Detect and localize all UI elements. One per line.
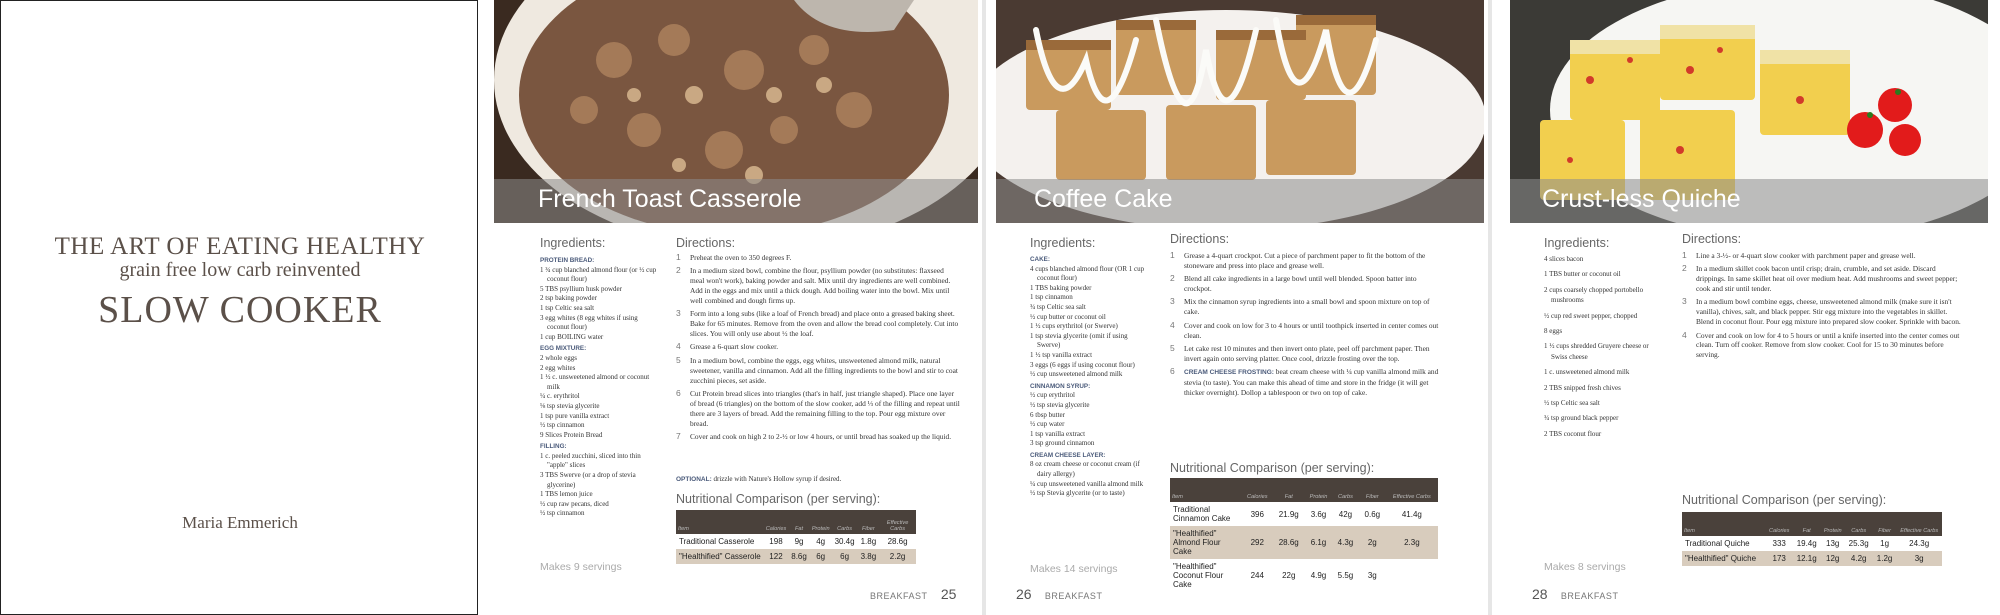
ingredient: 1 TBS lemon juice: [540, 490, 593, 499]
direction-step: 4 Cover and cook on low for 4 to 5 hours or until a knife inserted into the center comes out clean. Turn off cooker. Remove from slow cooker. Cool for 15 to 30 minutes before serving.: [1682, 329, 1960, 360]
directions-list: [1682, 251, 1962, 364]
col-header: Fiber: [1873, 512, 1896, 536]
direction-step: 2 Blend all cake ingredients in a large bowl until well blended. Spoon batter into crockpot.: [1170, 273, 1417, 294]
servings-note: Makes 8 servings: [1544, 561, 1626, 573]
col-header: Fat: [1793, 512, 1821, 536]
section-label: BREAKFAST: [870, 591, 928, 601]
ingredient: 2 egg whites: [540, 363, 576, 372]
ingredient-group-label: FILLING:: [540, 443, 567, 451]
page-25: [478, 0, 982, 615]
ingredient: 8 oz cream cheese or coconut cream (if dairy allergy): [1030, 460, 1140, 479]
section-label: BREAKFAST: [1044, 591, 1103, 601]
direction-step: 6 CREAM CHEESE FROSTING: beat cream cheese with ¼ cup vanilla almond milk and stevia (to taste). You can make this ahead of time and store in the fridge (it will get thicker overnight). Dollop a tablespoon or two on top of cake.: [1170, 366, 1439, 397]
ingredient: ¾ tsp ground black pepper: [1544, 414, 1619, 423]
page-footer: [870, 586, 956, 604]
section-label: BREAKFAST: [1560, 591, 1619, 601]
ingredients-heading: Ingredients:: [1544, 236, 1610, 250]
recipe-title: Coffee Cake: [1034, 185, 1173, 213]
ingredient: ½ tsp cinnamon: [540, 421, 585, 430]
ingredient: 1 tsp stevia glycerite (omit if using Swerve): [1030, 331, 1128, 350]
ingredient: 2 whole eggs: [540, 353, 577, 362]
cover-author: Maria Emmerich: [182, 513, 298, 532]
page-footer: [1016, 586, 1102, 604]
direction-step: 1 Line a 3-½- or 4-quart slow cooker with parchment paper and grease well.: [1682, 250, 1916, 260]
table-row: Traditional Quiche 333 19.4g 13g 25.3g 1g 24.3g: [1682, 536, 1942, 551]
page-number: 26: [1016, 586, 1032, 602]
col-header: Fiber: [858, 510, 880, 534]
ingredient: 3 tsp ground cinnamon: [1030, 439, 1095, 448]
page-28: [1492, 0, 2000, 615]
direction-step: 2 In a medium sized bowl, combine the flour, psyllium powder (no substitutes: flaxseed meal won't work), baking powder and salt. Mix until dry ingredients are well combined. Add in the eggs and mix until a thick dough. Add boiling water into the bowl. Mix until well combined and dough firms up.: [676, 265, 951, 306]
page-26: [986, 0, 1488, 615]
ingredient: 2 cups coarsely chopped portobello mushrooms: [1544, 285, 1644, 305]
ingredient: ¼ cup unsweetened vanilla almond milk: [1030, 479, 1144, 488]
page-number: 28: [1532, 586, 1548, 602]
ingredient: 1 tsp Celtic sea salt: [540, 303, 595, 312]
nutrition-heading: Nutritional Comparison (per serving):: [1170, 461, 1375, 475]
ingredient: 1 tsp vanilla extract: [1030, 429, 1086, 438]
ingredient: ⅛ tsp stevia glycerite: [540, 401, 600, 410]
optional-label: OPTIONAL:: [676, 476, 712, 483]
nutrition-heading: Nutritional Comparison (per serving):: [676, 492, 881, 506]
nutrition-heading: Nutritional Comparison (per serving):: [1682, 493, 1887, 507]
table-header-row: [1170, 478, 1438, 502]
ingredient: 3 TBS Swerve (or a drop of stevia glycerine): [540, 471, 636, 489]
col-header: Fat: [1273, 478, 1305, 502]
col-header: Fat: [788, 510, 810, 534]
title-banner: [494, 179, 978, 223]
servings-note: Makes 9 servings: [540, 561, 622, 573]
directions-list: [676, 253, 960, 445]
ingredient-group-label: CINNAMON SYRUP:: [1030, 382, 1091, 390]
table-row: "Healthified" Almond Flour Cake 292 28.6g 6.1g 4.3g 2g 2.3g: [1170, 526, 1438, 559]
col-header: Calories: [764, 510, 789, 534]
ingredient: ½ cup red sweet pepper, chopped: [1544, 311, 1638, 320]
ingredient: ½ tsp stevia glycerite: [1030, 400, 1090, 409]
recipe-title: Crust-less Quiche: [1542, 185, 1741, 213]
optional-note: [676, 475, 960, 484]
ingredient: ½ tsp cinnamon: [540, 509, 585, 518]
recipe-photo: [1510, 0, 1988, 223]
ingredient: ½ cup butter or coconut oil: [1030, 312, 1106, 321]
col-header: Effective Carbs: [879, 510, 916, 534]
direction-step: 5 Let cake rest 10 minutes and then invert onto plate, peel off parchment paper. Then invert again onto serving platter. Once cool, drizzle frosting over the top.: [1170, 342, 1430, 363]
ingredient: 4 slices bacon: [1544, 255, 1584, 263]
nutrition-table: [676, 510, 916, 564]
ingredient: ½ tsp Celtic sea salt: [1544, 399, 1600, 408]
ingredient-group-label: CREAM CHEESE LAYER:: [1030, 451, 1106, 459]
ingredient: 2 TBS snipped fresh chives: [1544, 383, 1621, 392]
col-header: Calories: [1766, 512, 1793, 536]
directions-list: [1170, 251, 1446, 401]
ingredient: 2 tsp baking powder: [540, 294, 597, 303]
title-banner: [996, 179, 1484, 223]
ingredient: 1 TBS baking powder: [1030, 283, 1092, 292]
cover-title-line3: SLOW COOKER: [98, 289, 382, 331]
direction-step: 3 Mix the cinnamon syrup ingredients into a small bowl and spoon mixture on top of cake.: [1170, 296, 1430, 317]
col-header: Item: [1170, 478, 1242, 502]
ingredient: ½ cup unsweetened almond milk: [1030, 370, 1123, 379]
table-header-row: [1682, 512, 1942, 536]
ingredient-group-label: PROTEIN BREAD:: [540, 257, 595, 264]
optional-text: drizzle with Nature's Hollow syrup if desired.: [713, 475, 842, 483]
ingredient: 1 ½ tsp vanilla extract: [1030, 350, 1093, 359]
col-header: Protein: [1305, 478, 1332, 502]
title-banner: [1510, 179, 1988, 223]
table-row: Traditional Cinnamon Cake 396 21.9g 3.6g 42g 0.6g 41.4g: [1170, 502, 1438, 526]
page-number: 25: [940, 586, 957, 602]
ingredient: 1 ¾ cup blanched almond flour (or ½ cup coconut flour): [540, 265, 657, 284]
ingredient: 3 egg whites (8 egg whites if using coconut flour): [540, 313, 638, 332]
ingredient: 6 tbsp butter: [1030, 410, 1065, 419]
direction-step: 3 Form into a long subs (like a loaf of French bread) and place onto a greased baking sheet. Bake for 65 minutes. Remove from the oven and allow the bread cool completely. Cut into slices. You will only use about ½ the loaf.: [676, 308, 959, 339]
ingredient: 1 ½ cups erythritol (or Swerve): [1030, 322, 1118, 331]
ingredient: ¾ tsp Celtic sea salt: [1030, 302, 1086, 311]
direction-step: 2 In a medium skillet cook bacon until crisp; drain, crumble, and set aside. Discard drippings. In same skillet heat oil over medium heat. Add mushrooms and sweet pepper; cook and stir until tender.: [1682, 263, 1958, 294]
frosting-label: CREAM CHEESE FROSTING:: [1184, 369, 1274, 377]
direction-step: 3 In a medium bowl combine eggs, cheese, unsweetened almond milk (make sure it isn't vanilla), chives, salt, and black pepper. Stir egg mixture into the vegetables in skillet. Blend in coconut flour. Pour egg mixture into prepared slow cooker. Sprinkle with bacon.: [1682, 296, 1961, 327]
ingredients-heading: Ingredients:: [540, 236, 606, 250]
ingredient: ½ cup water: [1030, 420, 1065, 429]
ingredients-list: [540, 254, 660, 519]
ingredient: 1 ½ c. unsweetened almond or coconut milk: [540, 373, 650, 391]
col-header: Effective Carbs: [1386, 478, 1438, 502]
recipe-title: French Toast Casserole: [538, 185, 802, 213]
directions-heading: Directions:: [676, 236, 736, 250]
ingredient: 4 cups blanched almond flour (OR 1 cup coconut flour): [1030, 264, 1145, 283]
cover-page: [0, 0, 478, 615]
directions-heading: Directions:: [1682, 232, 1742, 246]
ingredient: 2 TBS coconut flour: [1544, 429, 1602, 438]
ingredient: 1 tsp pure vanilla extract: [540, 411, 610, 420]
col-header: Carbs: [1332, 478, 1359, 502]
nutrition-table: [1170, 478, 1438, 592]
direction-step: 4 Grease a 6-quart slow cooker.: [676, 341, 779, 352]
col-header: Fiber: [1359, 478, 1386, 502]
ingredients-list: [1030, 253, 1152, 499]
ingredient-group-label: EGG MIXTURE:: [540, 345, 587, 353]
col-header: Effective Carbs: [1896, 512, 1942, 536]
servings-note: Makes 14 servings: [1030, 563, 1118, 575]
table-row: "Healthified" Coconut Flour Cake 244 22g 4.9g 5.5g 3g: [1170, 559, 1438, 592]
ingredient: 3 eggs (6 eggs if using coconut flour): [1030, 360, 1135, 369]
ingredient: 5 TBS psyllium husk powder: [540, 284, 622, 293]
ingredient: ½ tsp Stevia glycerite (or to taste): [1030, 489, 1125, 498]
col-header: Protein: [810, 510, 832, 534]
direction-step: 4 Cover and cook on low for 3 to 4 hours or until toothpick inserted in center comes out clean.: [1170, 319, 1439, 340]
ingredient: ½ cup raw pecans, diced: [540, 499, 609, 508]
ingredients-heading: Ingredients:: [1030, 236, 1096, 250]
ingredient: 8 eggs: [1544, 327, 1563, 336]
col-header: Protein: [1821, 512, 1845, 536]
ingredient: 1 ½ cups shredded Gruyere cheese or Swiss cheese: [1544, 342, 1649, 361]
col-header: Carbs: [832, 510, 858, 534]
ingredient: 1 c. peeled zucchini, sliced into thin "apple" slices: [540, 451, 641, 470]
cover-title-line1: THE ART OF EATING HEALTHY: [54, 233, 426, 260]
directions-heading: Directions:: [1170, 232, 1230, 246]
recipe-photo: [996, 0, 1484, 223]
ingredient: 1 cup BOILING water: [540, 332, 604, 341]
page-footer: [1532, 586, 1618, 604]
direction-step: 1 Preheat the oven to 350 degrees F.: [676, 252, 792, 262]
direction-step: 5 In a medium bowl, combine the eggs, egg whites, unsweetened almond milk, natural sweetener, vanilla and cinnamon. Add all the filling ingredients to the bowl and stir to coat zucchini pieces, set aside.: [676, 354, 958, 385]
direction-step: 7 Cover and cook on high 2 to 2-½ or low 4 hours, or until bread has soaked up the liquid.: [676, 430, 952, 441]
ingredient: 1 tsp cinnamon: [1030, 293, 1073, 302]
col-header: Item: [1682, 512, 1766, 536]
col-header: Calories: [1242, 478, 1273, 502]
table-row: "Healthified" Quiche 173 12.1g 12g 4.2g 1.2g 3g: [1682, 551, 1942, 566]
direction-step: 6 Cut Protein bread slices into triangles (that's in half, just triangle shaped). Place one layer of bread (6 triangles) on the bottom of the slow cooker, add ⅓ of the filling and repeat until there are 3 layers of bread. Add the remaining filling to the top. Pour egg mixture over bread.: [676, 387, 960, 428]
ingredient: 1 TBS butter or coconut oil: [1544, 270, 1621, 279]
recipe-photo: [494, 0, 978, 223]
ingredient-group-label: CAKE:: [1030, 256, 1050, 263]
ingredient: ½ cup erythritol: [1030, 391, 1075, 400]
cover-title-line2: grain free low carb reinvented: [119, 259, 361, 281]
ingredients-list: [1544, 254, 1664, 444]
ingredient: ¼ c. erythritol: [540, 392, 580, 401]
nutrition-table: [1682, 512, 1942, 566]
table-row: "Healthified" Casserole 122 8.6g 6g 6g 3.8g 2.2g: [676, 549, 916, 564]
direction-step: 1 Grease a 4-quart crockpot. Cut a piece of parchment paper to fit the bottom of the stoneware and press into place and grease well.: [1170, 250, 1426, 270]
ingredient: 1 c. unsweetened almond milk: [1544, 368, 1630, 377]
table-row: Traditional Casserole 198 9g 4g 30.4g 1.8g 28.6g: [676, 534, 916, 549]
col-header: Carbs: [1845, 512, 1873, 536]
col-header: Item: [676, 510, 764, 534]
table-header-row: [676, 510, 916, 534]
ingredient: 9 Slices Protein Bread: [540, 430, 603, 439]
